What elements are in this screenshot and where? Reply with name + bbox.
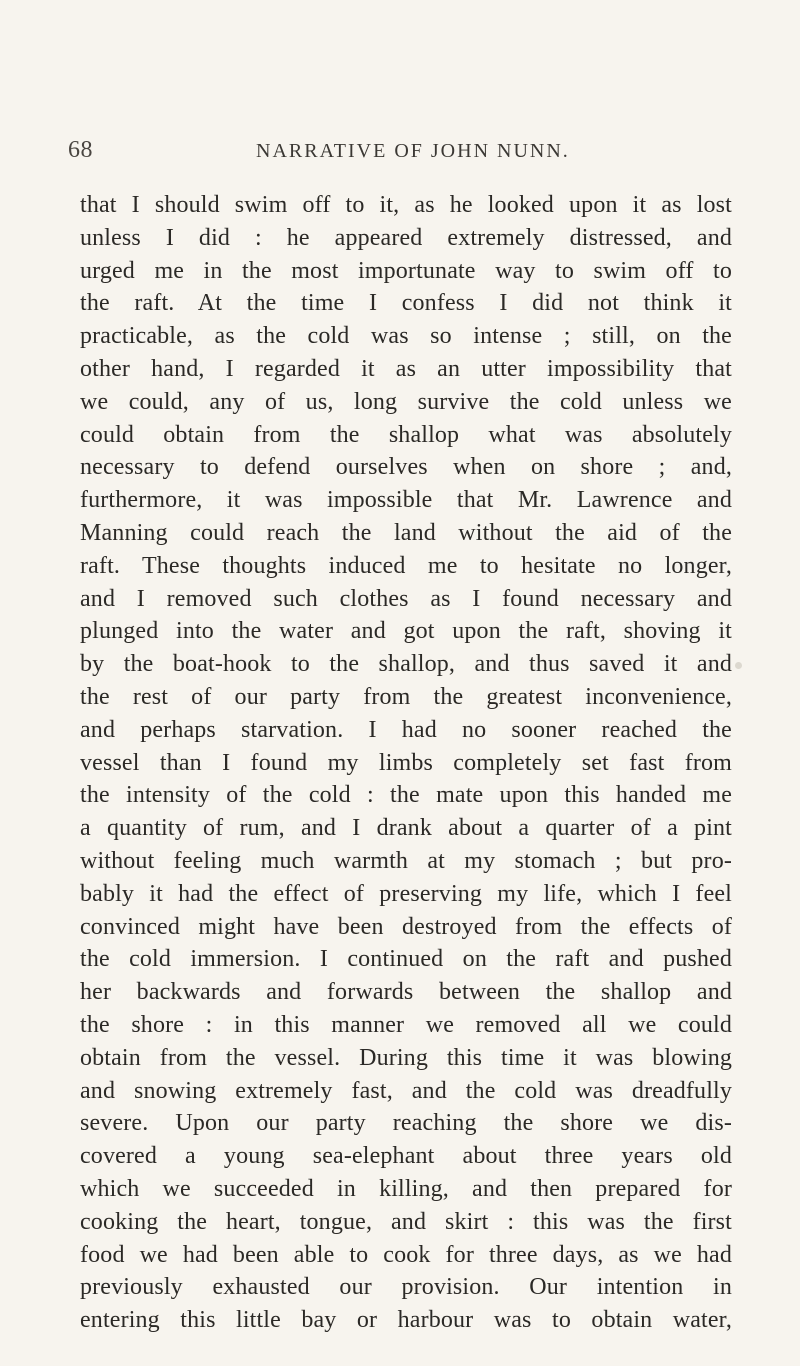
text-line: convinced might have been destroyed from the effects of	[80, 913, 732, 940]
text-line: and perhaps starvation. I had no sooner reached the	[80, 716, 732, 743]
text-line: necessary to defend ourselves when on shore ; and,	[80, 454, 732, 481]
paper-speck	[735, 662, 742, 669]
body-text	[80, 189, 732, 1337]
text-line: practicable, as the cold was so intense ; still, on the	[80, 323, 732, 350]
text-line: bably it had the effect of preserving my life, which I feel	[80, 880, 732, 907]
text-line: by the boat-hook to the shallop, and thus saved it and	[80, 651, 732, 678]
text-line: covered a young sea-elephant about three years old	[80, 1143, 732, 1170]
text-line: and I removed such clothes as I found necessary and	[80, 585, 732, 612]
text-line: her backwards and forwards between the shallop and	[80, 979, 732, 1006]
text-line: entering this little bay or harbour was to obtain water,	[80, 1307, 732, 1334]
page-number: 68	[68, 137, 93, 163]
text-line: the rest of our party from the greatest inconvenience,	[80, 683, 732, 710]
text-line: urged me in the most importunate way to swim off to	[80, 257, 732, 284]
text-line: severe. Upon our party reaching the shore we dis-	[80, 1110, 732, 1137]
text-line: other hand, I regarded it as an utter impossibility that	[80, 355, 732, 382]
text-line: food we had been able to cook for three days, as we had	[80, 1241, 732, 1268]
text-line: the cold immersion. I continued on the raft and pushed	[80, 946, 732, 973]
page-header	[0, 137, 800, 167]
text-line: which we succeeded in killing, and then prepared for	[80, 1175, 732, 1202]
text-line: we could, any of us, long survive the cold unless we	[80, 388, 732, 415]
text-line: cooking the heart, tongue, and skirt : this was the first	[80, 1208, 732, 1235]
text-line: Manning could reach the land without the aid of the	[80, 519, 732, 546]
text-line: previously exhausted our provision. Our intention in	[80, 1274, 732, 1301]
text-line: that I should swim off to it, as he looked upon it as lost	[80, 192, 732, 218]
text-line: could obtain from the shallop what was absolutely	[80, 421, 732, 448]
text-line: raft. These thoughts induced me to hesitate no longer,	[80, 552, 732, 579]
text-line: and snowing extremely fast, and the cold was dreadfully	[80, 1077, 732, 1104]
text-line: plunged into the water and got upon the raft, shoving it	[80, 618, 732, 645]
text-line: the intensity of the cold : the mate upon this handed me	[80, 782, 732, 809]
text-line: a quantity of rum, and I drank about a quarter of a pint	[80, 815, 732, 842]
text-line: the raft. At the time I confess I did not think it	[80, 290, 732, 317]
text-line: without feeling much warmth at my stomach ; but pro-	[80, 847, 732, 874]
text-line: furthermore, it was impossible that Mr. Lawrence and	[80, 487, 732, 514]
text-line: vessel than I found my limbs completely set fast from	[80, 749, 732, 776]
text-line: unless I did : he appeared extremely distressed, and	[80, 224, 732, 251]
text-line: the shore : in this manner we removed all we could	[80, 1011, 732, 1038]
running-title: NARRATIVE OF JOHN NUNN.	[256, 140, 570, 162]
text-line: obtain from the vessel. During this time it was blowing	[80, 1044, 732, 1071]
